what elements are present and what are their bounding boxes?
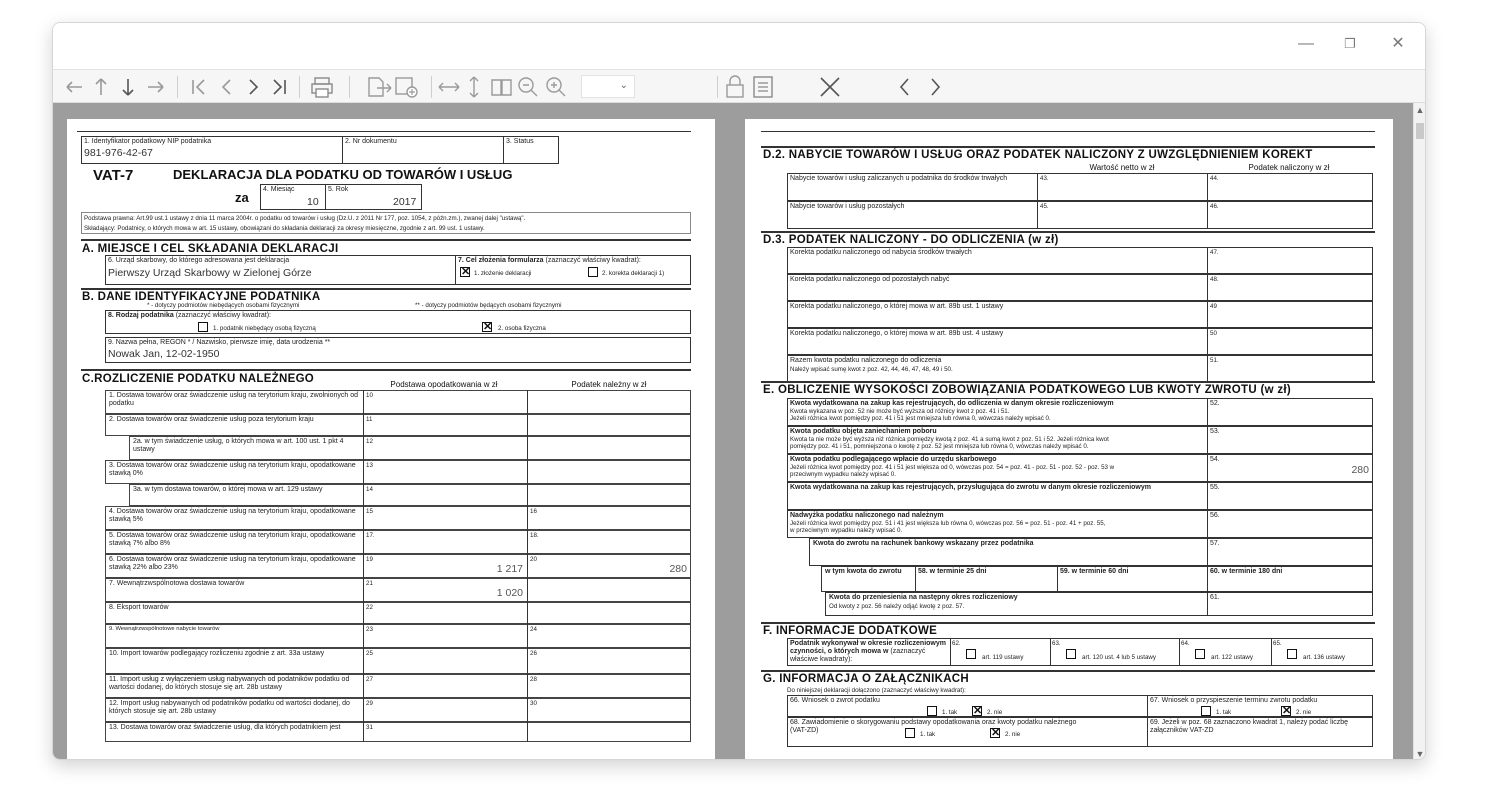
section-d3-title: D.3. PODATEK NALICZONY - DO ODLICZENIA (w zł) — [763, 234, 1059, 246]
f-item-label: art. 119 ustawy — [982, 654, 1024, 661]
f-item-label: art. 122 ustawy — [1211, 654, 1253, 661]
row-label: 4. Dostawa towarów oraz świadczenie usług na terytorium kraju, opodatkowane stawką 5% — [109, 508, 356, 523]
row-divider — [363, 460, 364, 484]
f-item-label: art. 120 ust. 4 lub 5 ustawy — [1082, 654, 1156, 661]
row-divider — [363, 648, 364, 674]
nip-value: 981-976-42-67 — [84, 147, 153, 159]
row-label: 6. Dostawa towarów oraz świadczenie usług na terytorium kraju, opodatkowane stawką 22% albo 23% — [109, 556, 356, 571]
g66-tak-checkbox[interactable] — [927, 706, 937, 716]
g66-nie-checkbox[interactable]: ✕ — [973, 705, 983, 717]
row-divider — [1207, 328, 1208, 355]
year-value: 2017 — [393, 196, 417, 208]
e53-note2: pomiędzy poz. 41 i 51, pomniejszona o kwotę z poz. 52 jest mniejsza lub równa 0, wówczas należy wpisać 0. — [790, 443, 1089, 450]
row-divider — [1207, 247, 1208, 274]
row-field-number: 29 — [366, 700, 373, 707]
b8-option1-checkbox[interactable] — [198, 322, 208, 332]
b9-label: 9. Nazwa pełna, REGON * / Nazwisko, pierwsze imię, data urodzenia ** — [108, 339, 331, 346]
nip-label: 1. Identyfikator podatkowy NIP podatnika — [84, 138, 212, 145]
row-base-value: 1 020 — [496, 587, 523, 599]
za-label: za — [235, 190, 249, 205]
row-field-number: 43. — [1040, 175, 1049, 182]
last-page-icon[interactable] — [269, 74, 291, 100]
b8-option1-label: 1. podatnik niebędący osobą fizyczną — [213, 325, 316, 332]
row-divider — [1207, 355, 1208, 382]
row-field-number: 17. — [366, 532, 375, 539]
row-field-number: 11 — [366, 416, 373, 423]
f-item-number: 64. — [1181, 640, 1190, 647]
lock-icon[interactable] — [723, 74, 747, 100]
scrollbar-thumb[interactable] — [1416, 123, 1424, 139]
document-icon[interactable] — [751, 74, 775, 100]
row-divider — [527, 484, 528, 506]
form-title: DEKLARACJA DLA PODATKU OD TOWARÓW I USŁUG — [173, 167, 513, 182]
row-label: 9. Wewnątrzwspólnotowe nabycie towarów — [109, 626, 220, 632]
b9-value: Nowak Jan, 12-02-1950 — [108, 348, 220, 360]
f-item-number: 65. — [1273, 640, 1282, 647]
row-divider — [527, 602, 528, 624]
section-a-title: A. MIEJSCE I CEL SKŁADANIA DEKLARACJI — [82, 243, 339, 255]
g66-nie-label: 2. nie — [987, 709, 1003, 716]
d2-col1-header: Wartość netto w zł — [1089, 163, 1155, 172]
row-divider — [527, 390, 528, 414]
row-field-number: 49 — [1210, 303, 1217, 310]
arrow-left-icon[interactable] — [63, 74, 85, 100]
prev-page-icon[interactable] — [215, 74, 237, 100]
row-divider — [363, 484, 364, 506]
f-item-checkbox[interactable] — [1195, 649, 1205, 659]
zoom-select[interactable] — [581, 75, 635, 98]
g68-tak-checkbox[interactable] — [905, 728, 915, 738]
status-label: 3. Status — [506, 138, 534, 145]
arrow-up-icon[interactable] — [90, 74, 112, 100]
e56-note2: w przeciwnym wypadku należy wpisać 0. — [790, 527, 903, 534]
row-label: 5. Dostawa towarów oraz świadczenie usług na terytorium kraju, opodatkowane stawką 7% albo 8% — [109, 532, 356, 547]
f-item-checkbox[interactable] — [1066, 649, 1076, 659]
g68-tak-label: 1. tak — [920, 731, 936, 738]
row-divider — [527, 578, 528, 602]
row-field-number: 21 — [366, 580, 373, 587]
e57-title: Kwota do zwrotu na rachunek bankowy wskazany przez podatnika — [813, 540, 1034, 547]
row-field-number: 10 — [366, 392, 373, 399]
e56-title: Nadwyżka podatku naliczonego nad należnym — [790, 512, 944, 519]
item-divider — [1271, 638, 1272, 666]
next-page-icon[interactable] — [243, 74, 265, 100]
scroll-up-icon[interactable]: ▲ — [1415, 105, 1425, 115]
e56-number: 56. — [1210, 512, 1220, 519]
a6-value: Pierwszy Urząd Skarbowy w Zielonej Górze — [108, 267, 312, 279]
section-c-title: C.ROZLICZENIE PODATKU NALEŻNEGO — [82, 373, 315, 385]
row-label: Razem kwota podatku naliczonego do odliczenia — [790, 357, 942, 364]
row-field-number: 28 — [530, 676, 537, 683]
row-divider — [1207, 201, 1208, 229]
first-page-icon[interactable] — [187, 74, 209, 100]
export-icon[interactable] — [365, 74, 393, 100]
row-field-number: 14 — [366, 486, 373, 493]
a7-option1-checkbox[interactable]: ✕ — [461, 266, 471, 278]
row-divider — [1207, 173, 1208, 201]
g67-tak-checkbox[interactable] — [1201, 706, 1211, 716]
row-divider — [363, 698, 364, 722]
close-icon[interactable] — [817, 74, 843, 100]
fit-width-icon[interactable] — [437, 74, 461, 100]
row-divider — [363, 554, 364, 578]
row-divider — [527, 506, 528, 530]
e61-title: Kwota do przeniesienia na następny okres rozliczeniowy — [829, 594, 1018, 601]
row-divider — [363, 530, 364, 554]
toolbar — [53, 69, 1425, 103]
e59-label: 59. w terminie 60 dni — [1060, 568, 1129, 575]
row-field-number: 24 — [530, 626, 537, 633]
e54-number: 54. — [1210, 456, 1220, 463]
row-field-number: 12 — [366, 438, 373, 445]
row-label: 3. Dostawa towarów oraz świadczenie usług na terytorium kraju, opodatkowane stawką 0% — [109, 462, 356, 477]
book-icon[interactable] — [489, 74, 515, 100]
e54-value: 280 — [1351, 464, 1369, 476]
g68-label: 68. Zawiadomienie o skorygowaniu podstawy opodatkowania oraz kwoty podatku należnego (VAT-ZD) — [790, 719, 1077, 734]
a7-label: 7. Cel złożenia formularza (zaznaczyć właściwy kwadrat): — [458, 257, 641, 264]
close-window-button[interactable]: ✕ — [1391, 35, 1405, 52]
e55-number: 55. — [1210, 484, 1220, 491]
f-item-checkbox[interactable] — [1287, 649, 1297, 659]
row-divider — [527, 530, 528, 554]
month-value: 10 — [307, 196, 319, 208]
row-label: Korekta podatku naliczonego, o której mowa w art. 89b ust. 1 ustawy — [790, 303, 1004, 310]
row-divider — [363, 578, 364, 602]
row-field-number: 48. — [1210, 276, 1219, 283]
row-label: Korekta podatku naliczonego od nabycia środków trwałych — [790, 249, 972, 256]
section-b-title: B. DANE IDENTYFIKACYJNE PODATNIKA — [82, 291, 321, 303]
row-field-number: 18. — [530, 532, 539, 539]
e53-number: 53. — [1210, 428, 1220, 435]
row-label: 11. Import usług z wyłączeniem usług nabywanych od podatników podatku od wartości dodanej, do których stosuje się art. 28b ustawy — [109, 676, 350, 691]
row-field-number: 23 — [366, 626, 373, 633]
row-note: Należy wpisać sumę kwot z poz. 42, 44, 46, 47, 48, 49 i 50. — [790, 366, 953, 373]
row-base-value: 1 217 — [496, 563, 523, 575]
row-label: 8. Eksport towarów — [109, 604, 169, 611]
row-field-number: 46. — [1210, 203, 1219, 210]
minimize-button[interactable]: — — [1298, 35, 1314, 52]
arrow-right-icon[interactable] — [145, 74, 167, 100]
row-label: 2a. w tym świadczenie usług, o których mowa w art. 100 ust. 1 pkt 4 ustawy — [133, 438, 344, 453]
e56-note: Jeżeli różnica kwot pomiędzy poz. 51 i 41 jest większa lub równa 0, wówczas poz. 56 = poz. 51 - poz. 41 + poz. 55, — [790, 520, 1106, 527]
form-code: VAT-7 — [93, 167, 134, 184]
item-divider — [1179, 638, 1180, 666]
row-divider — [527, 436, 528, 460]
section-e-title: E. OBLICZENIE WYSOKOŚCI ZOBOWIĄZANIA PODATKOWEGO LUB KWOTY ZWROTU (w zł) — [763, 384, 1291, 396]
row-divider — [527, 648, 528, 674]
e53-note: Kwota ta nie może być wyższa niż różnica pomiędzy kwotą z poz. 41 a sumą kwot z poz. 51 i 52. Jeżeli różnica kwot — [790, 436, 1109, 443]
zoom-out-icon[interactable] — [515, 74, 541, 100]
page-right — [745, 119, 1393, 760]
fit-height-icon[interactable] — [463, 74, 485, 100]
row-label: 10. Import towarów podlegający rozliczeniu zgodnie z art. 33a ustawy — [109, 650, 325, 657]
e54-note: Jeżeli różnica kwot pomiędzy poz. 41 i 51 jest większa od 0, wówczas poz. 54 = poz. 41 - poz. 51 - poz. 52 - poz. 53 w — [790, 464, 1115, 471]
section-f-title: F. INFORMACJE DODATKOWE — [763, 625, 938, 637]
a7-option2-label: 2. korekta deklaracji 1) — [602, 270, 665, 277]
zoom-in-icon[interactable] — [543, 74, 569, 100]
doc-number-label: 2. Nr dokumentu — [345, 138, 397, 145]
e55-title: Kwota wydatkowana na zakup kas rejestrujących, przysługująca do zwrotu w danym okresie rozliczeniowym — [790, 484, 1151, 491]
save-icon[interactable] — [393, 74, 421, 100]
row-label: Nabycie towarów i usług zaliczanych u podatnika do środków trwałych — [790, 175, 1008, 182]
row-label: 3a. w tym dostawa towarów, o której mowa w art. 129 ustawy — [133, 486, 323, 493]
vertical-scrollbar[interactable] — [1413, 103, 1425, 760]
row-label: 1. Dostawa towarów oraz świadczenie usług na terytorium kraju, zwolnionych od podatku — [109, 392, 359, 407]
b8-option2-checkbox[interactable]: ✕ — [483, 321, 493, 333]
f-item-number: 62. — [952, 640, 961, 647]
b8-option2-label: 2. osoba fizyczna — [498, 325, 546, 332]
row-field-number: 44. — [1210, 175, 1219, 182]
print-icon[interactable] — [309, 74, 337, 100]
chevron-down-icon: ⌄ — [619, 80, 628, 91]
row-label: 12. Import usług nabywanych od podatników podatku od wartości dodanej, do których stosuje się art. 28b ustawy — [109, 700, 350, 715]
row-label: Nabycie towarów i usług pozostałych — [790, 203, 905, 210]
g67-nie-checkbox[interactable]: ✕ — [1282, 705, 1292, 717]
g67-label: 67. Wniosek o przyspieszenie terminu zwrotu podatku — [1150, 697, 1318, 704]
row-field-number: 19 — [366, 556, 373, 563]
next-icon[interactable] — [925, 74, 945, 100]
b8-label: 8. Rodzaj podatnika (zaznaczyć właściwy kwadrat): — [108, 312, 271, 319]
row-divider — [527, 674, 528, 698]
row-field-number: 25 — [366, 650, 373, 657]
month-label: 4. Miesiąc — [263, 186, 295, 193]
f-item-checkbox[interactable] — [966, 649, 976, 659]
f-text: Podatnik wykonywał w okresie rozliczeniowym czynności, o których mowa w (zaznaczyć właściwe kwadraty): — [790, 640, 946, 663]
b-note2: ** - dotyczy podmiotów będących osobami fizycznymi — [415, 302, 562, 309]
d2-col2-header: Podatek naliczony w zł — [1248, 163, 1330, 172]
row-field-number: 20 — [530, 556, 537, 563]
e61-number: 61. — [1210, 594, 1220, 601]
c-col2-header: Podatek należny w zł — [571, 380, 647, 389]
row-field-number: 45. — [1040, 203, 1049, 210]
e52-title: Kwota wydatkowana na zakup kas rejestrujących, do odliczenia w danym okresie rozliczeniowym — [790, 400, 1114, 407]
row-divider — [363, 506, 364, 530]
maximize-button[interactable]: ❐ — [1344, 36, 1356, 51]
row-field-number: 22 — [366, 604, 373, 611]
a7-option2-checkbox[interactable] — [588, 267, 598, 277]
row-label: Korekta podatku naliczonego, o której mowa w art. 89b ust. 4 ustawy — [790, 330, 1004, 337]
row-field-number: 30 — [530, 700, 537, 707]
row-field-number: 16 — [530, 508, 537, 515]
title-bar — [53, 23, 1425, 69]
e58-label: 58. w terminie 25 dni — [918, 568, 987, 575]
a7-option1-label: 1. złożenie deklaracji — [474, 270, 532, 277]
row-tax-value: 280 — [669, 563, 687, 575]
row-divider — [1037, 173, 1038, 201]
e-refund-sub-label: w tym kwota do zwrotu — [825, 568, 902, 575]
g69-label: 69. Jeżeli w poz. 68 zaznaczono kwadrat 1, należy podać liczbę załączników VAT-ZD — [1150, 719, 1349, 734]
prev-icon[interactable] — [895, 74, 915, 100]
g68-nie-checkbox[interactable]: ✕ — [991, 727, 1001, 739]
row-field-number: 26 — [530, 650, 537, 657]
app-window — [52, 22, 1426, 760]
f-item-number: 63. — [1052, 640, 1061, 647]
page-left — [67, 119, 715, 760]
row-divider — [363, 624, 364, 648]
row-divider — [363, 414, 364, 436]
submitters: Składający: Podatnicy, o których mowa w art. 15 ustawy, obowiązani do składania deklaracji za okresy miesięczne, zgodnie z art. 99 ust. 1 ustawy. — [84, 225, 485, 232]
e54-title: Kwota podatku podlegającego wpłacie do urzędu skarbowego — [790, 456, 997, 463]
row-divider — [363, 674, 364, 698]
row-divider — [527, 624, 528, 648]
row-label: 2. Dostawa towarów oraz świadczenie usług poza terytorium kraju — [109, 416, 314, 423]
row-field-number: 13 — [366, 462, 373, 469]
row-label: Korekta podatku naliczonego od pozostałych nabyć — [790, 276, 950, 283]
e60-label: 60. w terminie 180 dni — [1210, 568, 1283, 575]
a6-label: 6. Urząd skarbowy, do którego adresowana jest deklaracja — [108, 257, 290, 264]
g67-nie-label: 2. nie — [1296, 709, 1312, 716]
row-divider — [1037, 201, 1038, 229]
f-item-label: art. 136 ustawy — [1303, 654, 1345, 661]
row-divider — [363, 390, 364, 414]
row-divider — [1207, 274, 1208, 301]
e52-note: Kwota wykazana w poz. 52 nie może być wyższa od różnicy kwot z poz. 41 i 51. — [790, 408, 1010, 415]
year-label: 5. Rok — [328, 186, 349, 193]
row-field-number: 47. — [1210, 249, 1219, 256]
e52-number: 52. — [1210, 400, 1220, 407]
row-field-number: 51. — [1210, 357, 1219, 364]
item-divider — [950, 638, 951, 666]
row-divider — [527, 414, 528, 436]
g66-label: 66. Wniosek o zwrot podatku — [790, 697, 880, 704]
row-divider — [363, 436, 364, 460]
e61-note: Od kwoty z poz. 56 należy odjąć kwotę z poz. 57. — [829, 603, 965, 610]
item-divider — [1050, 638, 1051, 666]
row-label: 7. Wewnątrzwspólnotowa dostawa towarów — [109, 580, 245, 587]
document-viewport[interactable] — [53, 103, 1415, 760]
g68-nie-label: 2. nie — [1005, 731, 1021, 738]
b-note1: * - dotyczy podmiotów niebędących osobami fizycznymi — [147, 302, 300, 309]
row-divider — [363, 602, 364, 624]
section-d2-title: D.2. NABYCIE TOWARÓW I USŁUG ORAZ PODATEK NALICZONY Z UWZGLĘDNIENIEM KOREKT — [763, 149, 1313, 161]
row-field-number: 15 — [366, 508, 373, 515]
g66-tak-label: 1. tak — [942, 709, 958, 716]
row-field-number: 31 — [366, 724, 373, 731]
legal-basis: Podstawa prawna: Art.99 ust.1 ustawy z dnia 11 marca 2004r. o podatku od towarów i usług (Dz.U. z 2011 Nr 177, poz. 1054, z późn.zm.), zwanej dalej "ustawą". — [84, 215, 526, 222]
row-label: 13. Dostawa towarów oraz świadczenie usług, dla których podatnikiem jest — [109, 724, 341, 731]
row-divider — [363, 722, 364, 742]
e52-note2: Jeżeli różnica kwot pomiędzy poz. 41 i 51 jest mniejsza lub równa 0, wówczas należy wpisać 0. — [790, 415, 1051, 422]
scroll-down-icon[interactable]: ▼ — [1415, 749, 1425, 759]
e57-number: 57. — [1210, 540, 1220, 547]
arrow-down-icon[interactable] — [117, 74, 139, 100]
g-note: Do niniejszej deklaracji dołączono (zaznaczyć właściwy kwadrat): — [787, 687, 966, 694]
row-divider — [527, 460, 528, 484]
row-divider — [527, 554, 528, 578]
c-col1-header: Podstawa opodatkowania w zł — [390, 380, 498, 389]
row-divider — [527, 698, 528, 722]
e53-title: Kwota podatku objęta zaniechaniem poboru — [790, 428, 937, 435]
section-g-title: G. INFORMACJA O ZAŁĄCZNIKACH — [763, 673, 970, 685]
row-field-number: 50 — [1210, 330, 1217, 337]
g67-tak-label: 1. tak — [1216, 709, 1232, 716]
row-divider — [527, 722, 528, 742]
e54-note2: przeciwnym wypadku należy wpisać 0. — [790, 471, 896, 478]
row-field-number: 27 — [366, 676, 373, 683]
row-divider — [1207, 301, 1208, 328]
